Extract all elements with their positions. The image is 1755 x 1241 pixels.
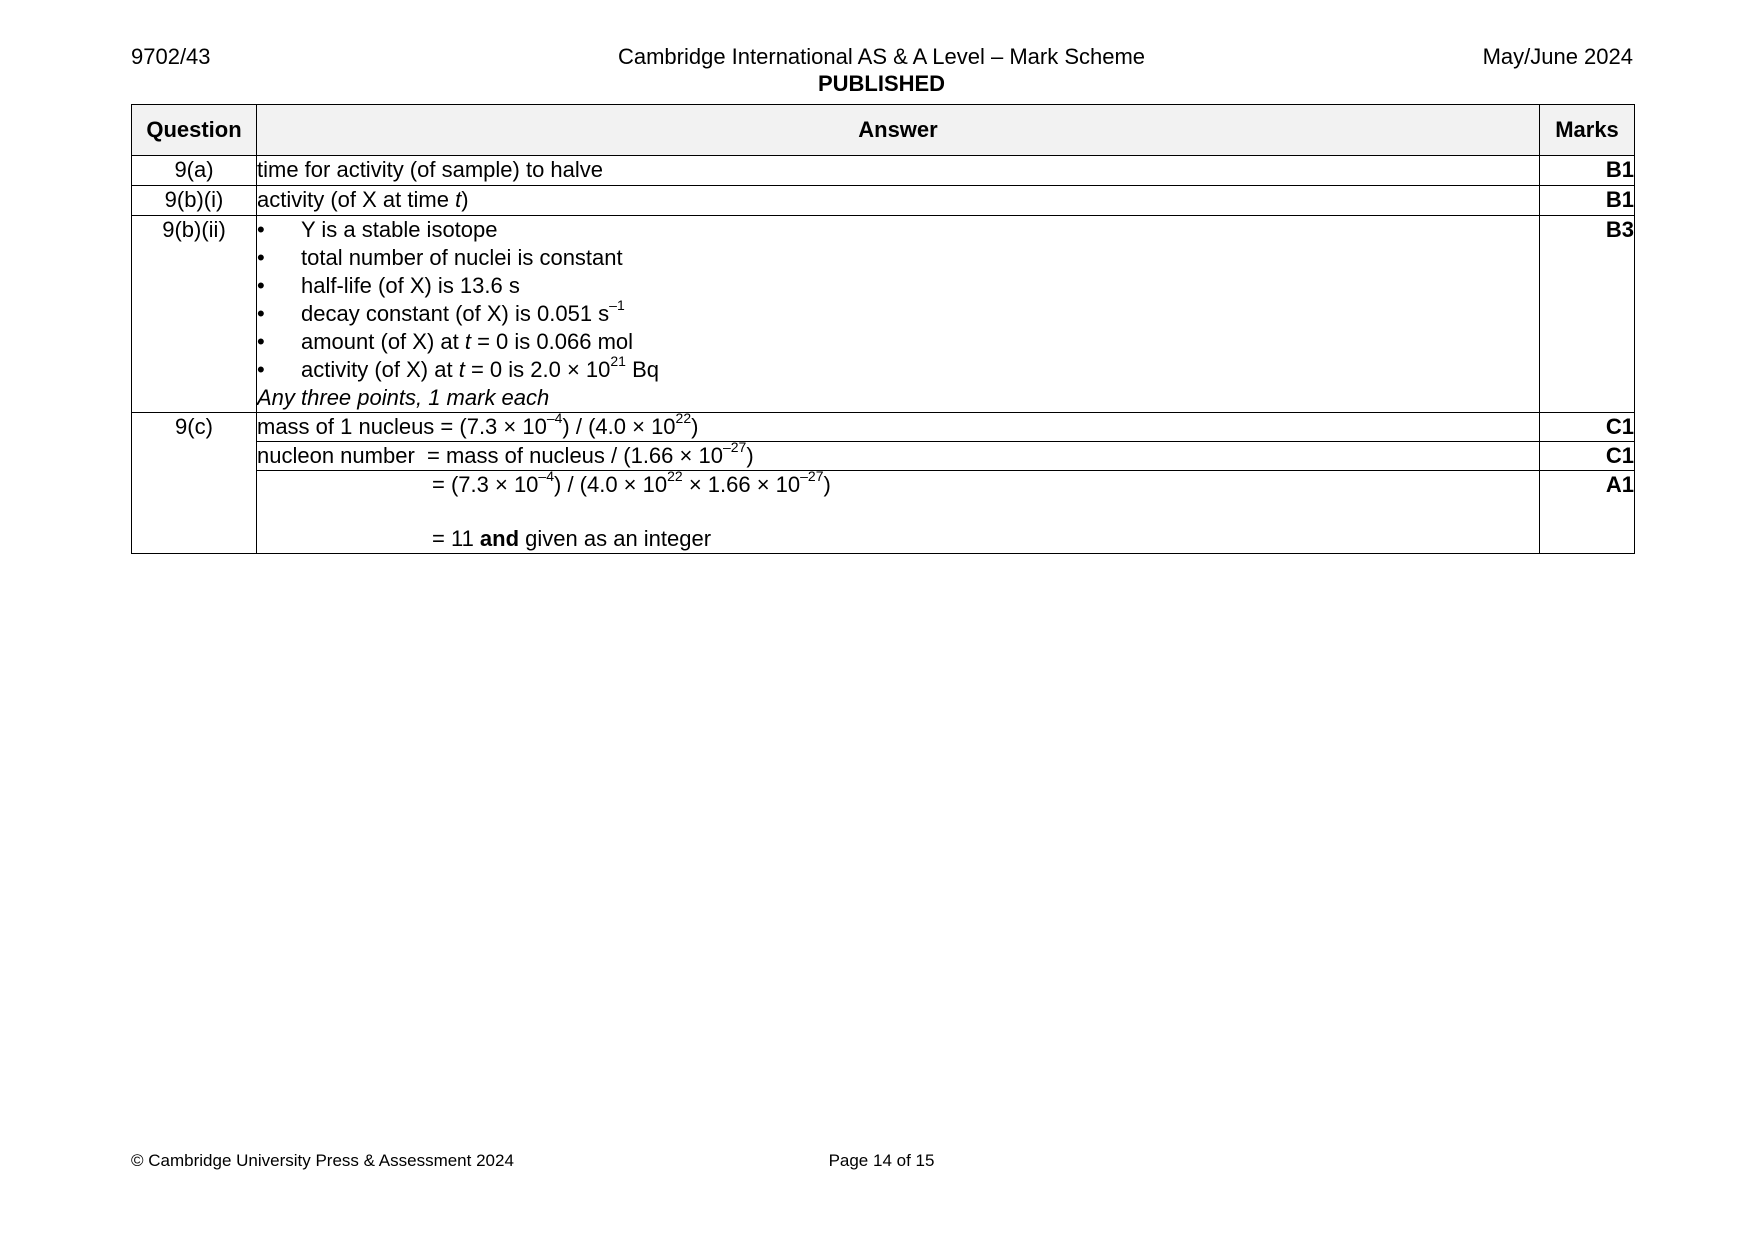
unit: Bq bbox=[632, 357, 660, 382]
marking-point: • half-life (of X) is 13.6 s bbox=[257, 272, 1539, 300]
answer-text bbox=[257, 186, 1540, 216]
marking-point: • amount (of X) at t = 0 is 0.066 mol bbox=[257, 328, 1539, 356]
question-number: 9(c) bbox=[132, 413, 257, 554]
table-row bbox=[132, 186, 1635, 216]
marking-point-text: activity (of X) at t = 0 is 2.0 × 10 bbox=[301, 357, 611, 382]
answer-text-part: ) bbox=[461, 187, 469, 212]
result-line bbox=[257, 525, 1539, 553]
exponent: 22 bbox=[667, 467, 683, 484]
exponent: –4 bbox=[546, 409, 563, 426]
answer-text-part: given as an integer bbox=[519, 526, 712, 551]
answer-text bbox=[257, 409, 1540, 442]
answer-text-part: = 11 bbox=[432, 526, 480, 551]
answer-text-part: ) / (4.0 × 10 bbox=[562, 414, 676, 439]
table-header-row bbox=[132, 105, 1635, 156]
answer-text: time for activity (of sample) to halve bbox=[257, 156, 1540, 186]
answer-text bbox=[257, 467, 1540, 554]
answer-text-part: ) / (4.0 × 10 bbox=[554, 472, 668, 497]
exponent: 22 bbox=[675, 409, 692, 426]
answer-text-part: = (7.3 × 10 bbox=[432, 472, 539, 497]
marking-point bbox=[257, 296, 1539, 328]
published-label: PUBLISHED bbox=[817, 71, 946, 96]
column-header-answer: Answer bbox=[257, 105, 1540, 156]
exponent: –1 bbox=[609, 296, 625, 313]
question-number: 9(b)(ii) bbox=[132, 216, 257, 413]
answer-text-part: nucleon number = mass of nucleus / (1.66 × 10 bbox=[257, 443, 723, 468]
table-row bbox=[132, 156, 1635, 186]
copyright-notice: © Cambridge University Press & Assessment 2024 bbox=[131, 1151, 514, 1170]
answer-text-part: activity (of X at time bbox=[257, 187, 456, 212]
marking-point-text: decay constant (of X) is 0.051 s bbox=[301, 301, 610, 326]
calculation-line bbox=[257, 467, 1539, 499]
marks-value: A1 bbox=[1540, 471, 1635, 554]
marking-point: • Y is a stable isotope bbox=[257, 216, 1539, 244]
mark-scheme-table bbox=[131, 104, 1635, 554]
answer-text bbox=[257, 438, 1540, 471]
document-title: Cambridge International AS & A Level – Mark Scheme bbox=[617, 44, 1146, 69]
column-header-marks: Marks bbox=[1540, 105, 1635, 156]
marking-point: • total number of nuclei is constant bbox=[257, 244, 1539, 272]
marks-value: C1 bbox=[1540, 442, 1635, 471]
marking-points-list bbox=[257, 216, 1539, 384]
exponent: –4 bbox=[538, 467, 554, 484]
exponent: –27 bbox=[800, 467, 824, 484]
emphasis-text: and bbox=[479, 526, 520, 551]
paper-code: 9702/43 bbox=[131, 44, 211, 69]
table-row bbox=[132, 442, 1635, 471]
marks-value: B1 bbox=[1540, 186, 1635, 216]
answer-text-part: ) bbox=[746, 443, 754, 468]
marking-point bbox=[257, 352, 1539, 384]
answer-text-part: × 1.66 × 10 bbox=[682, 472, 801, 497]
answer-text-part: ) bbox=[823, 472, 831, 497]
page-number: Page 14 of 15 bbox=[828, 1151, 935, 1170]
question-number: 9(a) bbox=[132, 156, 257, 186]
marking-note: Any three points, 1 mark each bbox=[257, 385, 550, 410]
answer-text-part: ) bbox=[691, 414, 699, 439]
exponent: 21 bbox=[610, 352, 626, 369]
table-row bbox=[132, 413, 1635, 442]
question-number: 9(b)(i) bbox=[132, 186, 257, 216]
table-row bbox=[132, 216, 1635, 413]
exam-session: May/June 2024 bbox=[1482, 44, 1633, 69]
table-row bbox=[132, 471, 1635, 554]
column-header-question: Question bbox=[132, 105, 257, 156]
marks-value: B1 bbox=[1540, 156, 1635, 186]
marks-value: B3 bbox=[1540, 216, 1635, 413]
answer-text-part: mass of 1 nucleus = (7.3 × 10 bbox=[257, 414, 547, 439]
answer-variable: t bbox=[455, 187, 462, 212]
exponent: –27 bbox=[722, 438, 747, 455]
marks-value: C1 bbox=[1540, 413, 1635, 442]
answer-points bbox=[257, 216, 1540, 413]
